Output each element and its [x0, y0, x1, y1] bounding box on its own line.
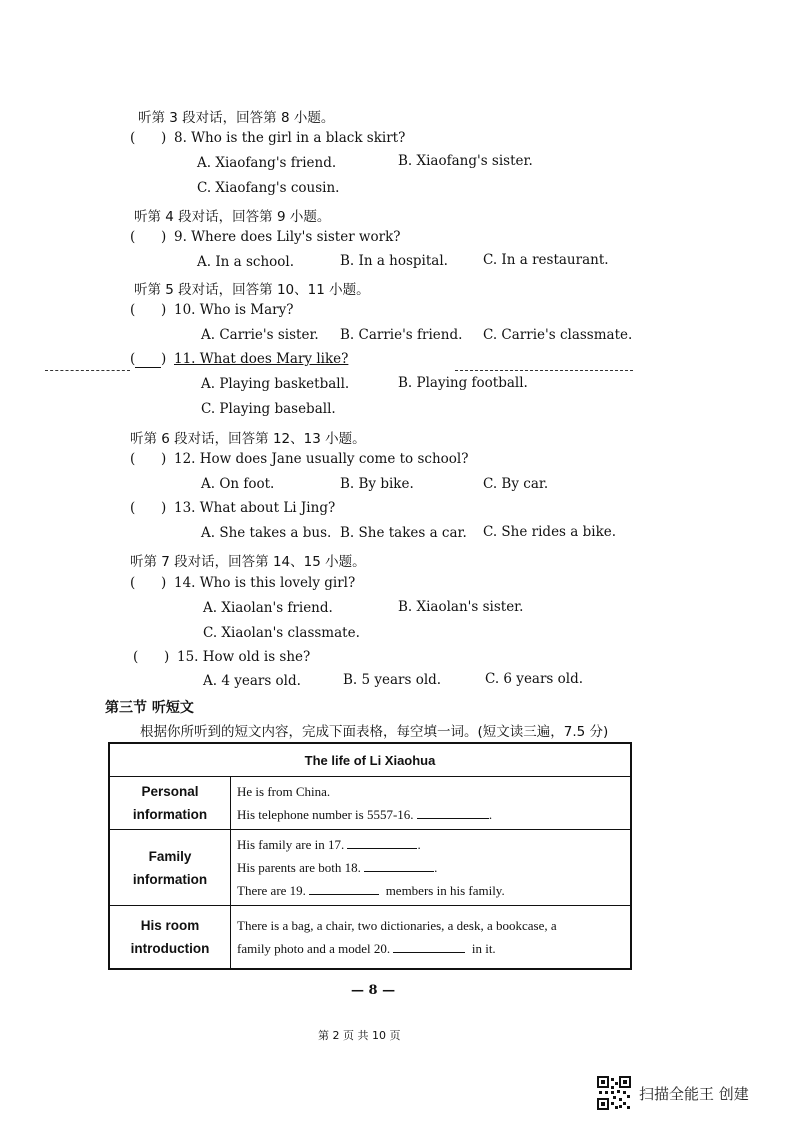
answer-blank-19[interactable] [309, 882, 379, 895]
answer-paren[interactable]: ( ) [130, 500, 167, 516]
option-a: A. Playing basketball. [201, 376, 350, 392]
question-15 [133, 649, 310, 665]
question-text: 13. What about Li Jing? [174, 500, 336, 516]
answer-paren[interactable]: ( ) [130, 130, 167, 146]
answer-blank-17[interactable] [347, 836, 417, 849]
option-c: C. By car. [483, 476, 549, 492]
row-label-personal: Personal information [109, 777, 231, 830]
section-instruction: 根据你所听到的短文内容，完成下面表格，每空填一词。(短文读三遍，7.5 分) [140, 724, 609, 740]
answer-paren[interactable]: ( ) [130, 575, 167, 591]
option-b: B. 5 years old. [343, 672, 442, 688]
row-label-family: Family information [109, 830, 231, 906]
answer-paren[interactable]: ( ) [130, 351, 167, 367]
scanner-watermark [597, 1076, 749, 1110]
qr-code-icon [597, 1076, 631, 1110]
option-c: C. 6 years old. [485, 671, 584, 687]
option-b: B. By bike. [340, 476, 414, 492]
answer-paren[interactable]: ( ) [130, 451, 167, 467]
question-text: 14. Who is this lovely girl? [174, 575, 356, 591]
fold-line [455, 370, 633, 371]
option-c: C. Xiaolan's classmate. [203, 625, 360, 641]
option-b: B. In a hospital. [340, 253, 448, 269]
answer-paren[interactable]: ( ) [130, 302, 167, 318]
question-8 [130, 130, 405, 146]
option-b: B. Xiaolan's sister. [398, 599, 524, 615]
option-a: A. Carrie's sister. [201, 327, 319, 343]
table-row [109, 830, 631, 906]
question-13 [130, 500, 335, 516]
life-table [108, 742, 632, 970]
question-12 [130, 451, 468, 467]
question-text: 12. How does Jane usually come to school? [174, 451, 469, 467]
section-heading-4: 听第 4 段对话，回答第 9 小题。 [134, 209, 331, 225]
option-a: A. Xiaofang's friend. [197, 155, 337, 171]
option-a: A. On foot. [201, 476, 275, 492]
option-b: B. Xiaofang's sister. [398, 153, 533, 169]
question-text: 15. How old is she? [177, 649, 311, 665]
section-heading-5: 听第 5 段对话，回答第 10、11 小题。 [134, 282, 370, 298]
section-heading-3: 听第 3 段对话，回答第 8 小题。 [138, 110, 335, 126]
answer-blank-16[interactable] [417, 806, 489, 819]
option-c: C. In a restaurant. [483, 252, 609, 268]
option-a: A. 4 years old. [203, 673, 301, 689]
option-a: A. She takes a bus. [201, 525, 332, 541]
row-label-room: His room introduction [109, 906, 231, 970]
question-9 [130, 229, 401, 245]
page-of-total: 第 2 页 共 10 页 [318, 1029, 401, 1042]
answer-paren[interactable]: ( ) [133, 649, 170, 665]
answer-blank-18[interactable] [364, 859, 434, 872]
answer-paren[interactable]: ( ) [130, 229, 167, 245]
scanner-label: 扫描全能王 创建 [639, 1084, 749, 1103]
option-c: C. Playing baseball. [201, 401, 336, 417]
question-text: 9. Where does Lily's sister work? [174, 229, 401, 245]
option-c: C. Carrie's classmate. [483, 327, 633, 343]
option-a: A. Xiaolan's friend. [203, 600, 333, 616]
question-text: 10. Who is Mary? [174, 302, 294, 318]
table-title: The life of Li Xiaohua [109, 743, 631, 777]
table-row [109, 777, 631, 830]
answer-blank-20[interactable] [393, 940, 465, 953]
page-number: — 8 — [351, 983, 396, 998]
option-a: A. In a school. [197, 254, 295, 270]
option-b: B. Playing football. [398, 375, 528, 391]
question-10 [130, 302, 293, 318]
section-title: 第三节 听短文 [105, 700, 194, 716]
row-content-room: There is a bag, a chair, two dictionaries, a desk, a bookcase, a family photo and a model 20. in it. [231, 906, 632, 970]
option-b: B. She takes a car. [340, 525, 467, 541]
row-content-personal: He is from China. His telephone number is 5557-16. . [231, 777, 632, 830]
option-c: C. Xiaofang's cousin. [197, 180, 340, 196]
question-11 [130, 351, 348, 367]
option-c: C. She rides a bike. [483, 524, 617, 540]
question-text: 11. What does Mary like? [174, 351, 349, 367]
section-heading-6: 听第 6 段对话，回答第 12、13 小题。 [130, 431, 366, 447]
fold-line [45, 370, 130, 371]
row-content-family: His family are in 17. . His parents are both 18. . There are 19. members in his family. [231, 830, 632, 906]
section-heading-7: 听第 7 段对话，回答第 14、15 小题。 [130, 554, 366, 570]
question-text: 8. Who is the girl in a black skirt? [174, 130, 406, 146]
table-row [109, 906, 631, 970]
question-14 [130, 575, 355, 591]
option-b: B. Carrie's friend. [340, 327, 463, 343]
